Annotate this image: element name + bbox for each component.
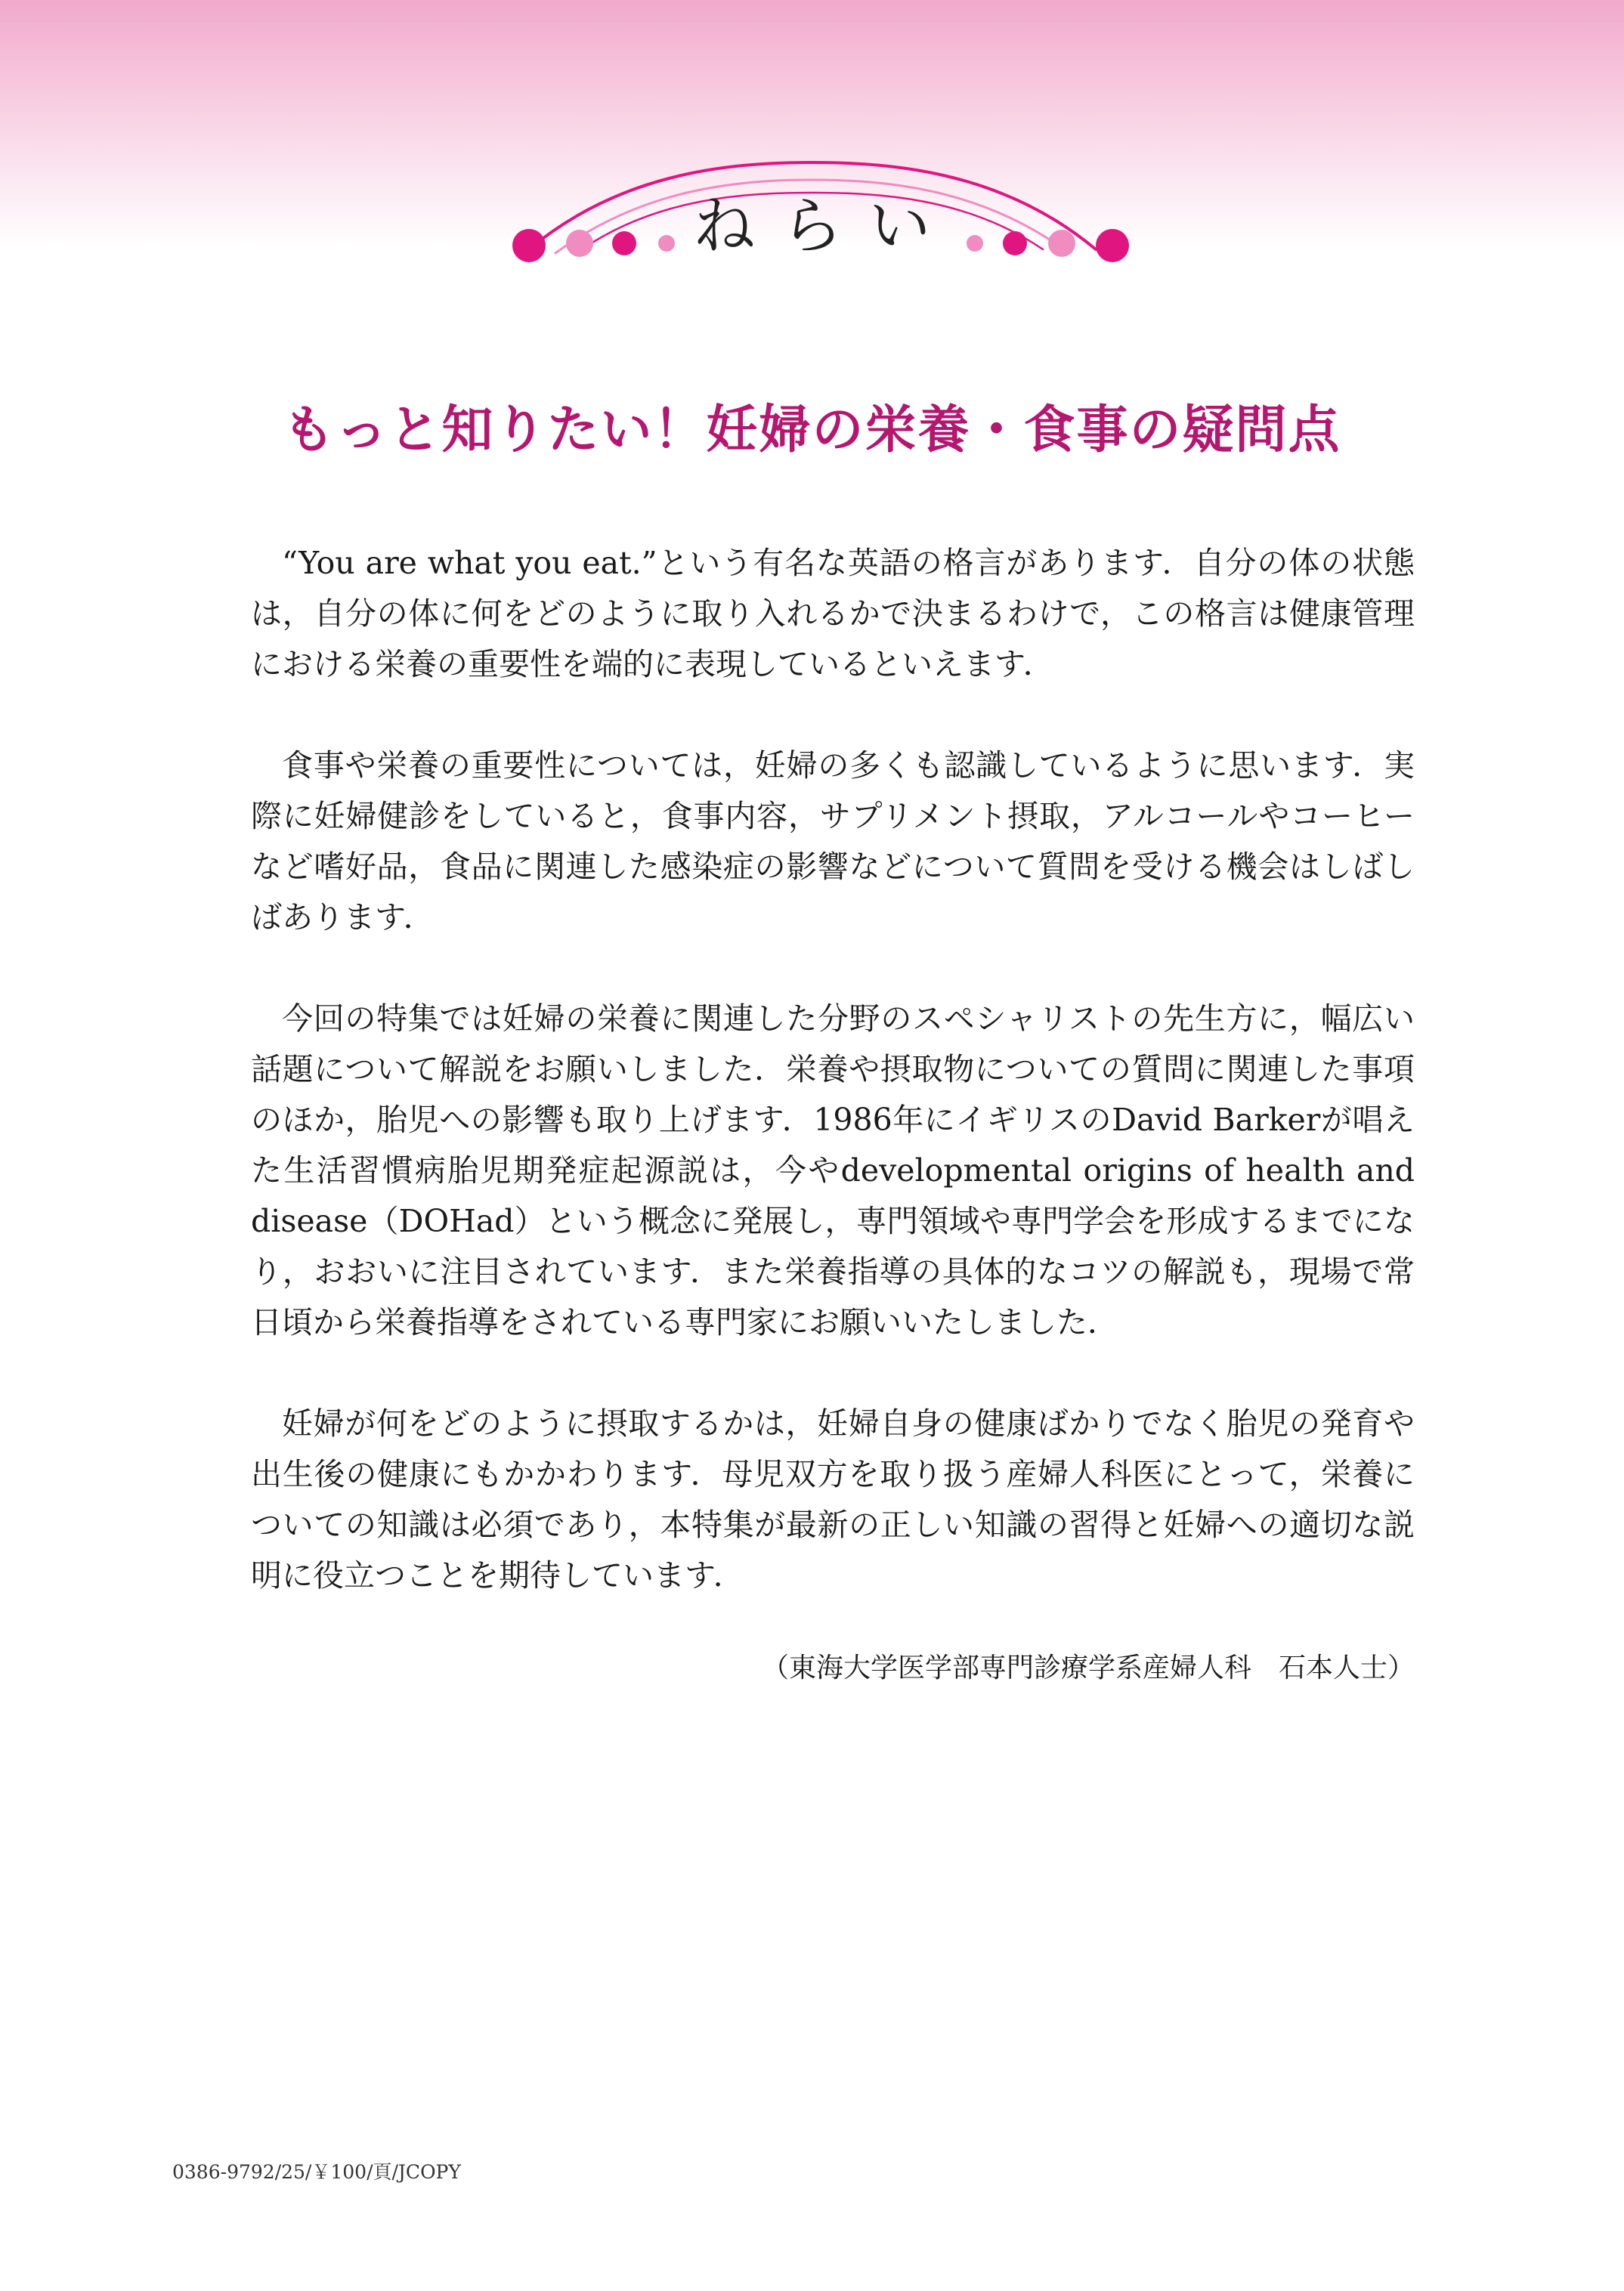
article-title: もっと知りたい！妊婦の栄養・食事の疑問点 <box>283 400 1341 460</box>
author-signature: （東海大学医学部専門診療学系産婦人科 石本人士） <box>761 1653 1415 1683</box>
section-label: ねらい <box>693 190 957 262</box>
footer-code: 0386-9792/25/￥100/頁/JCOPY <box>172 2161 461 2183</box>
header-ornament <box>0 0 1624 317</box>
paragraph-3: 今回の特集では妊婦の栄養に関連した分野のスペシャリストの先生方に，幅広い話題について解説をお願いしました．栄養や摂取物についての質問に関連した事項のほか，胎児への影響も取り上げます．1986年にイギリスのDavid Barkerが唱えた生活習慣病胎児期発症起源説は，今やdevelopmental origins of health and disease（DOHad）という概念に発展し，専門領域や専門学会を形成するまでになり，おおいに注目されています．また栄養指導の具体的なコツの解説も，現場で常日頃から栄養指導をされている専門家にお願いいたしました． <box>251 1000 1415 1340</box>
paragraph-1: “You are what you eat.”という有名な英語の格言があります．自分の体の状態は，自分の体に何をどのように取り入れるかで決まるわけで，この格言は健康管理における栄養の重要性を端的に表現しているといえます． <box>251 545 1415 682</box>
paragraph-4: 妊婦が何をどのように摂取するかは，妊婦自身の健康ばかりでなく胎児の発育や出生後の健康にもかかわります．母児双方を取り扱う産婦人科医にとって，栄養についての知識は必須であり，本特集が最新の正しい知識の習得と妊婦への適切な説明に役立つことを期待しています． <box>251 1405 1415 1594</box>
paragraph-2: 食事や栄養の重要性については，妊婦の多くも認識しているように思います．実際に妊婦健診をしていると，食事内容，サプリメント摂取，アルコールやコーヒーなど嗜好品，食品に関連した感染症の影響などについて質問を受ける機会はしばしばあります． <box>251 747 1415 935</box>
article-body <box>251 538 1415 1652</box>
